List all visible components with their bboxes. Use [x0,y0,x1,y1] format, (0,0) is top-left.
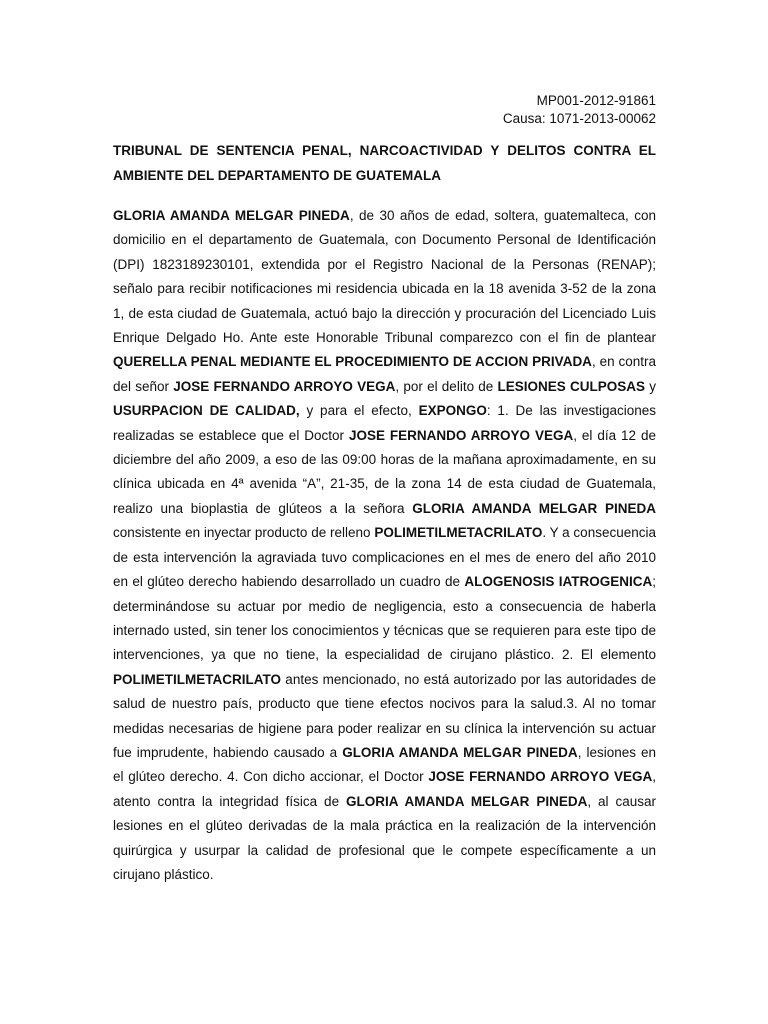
text-segment: . Y a consecuencia de esta intervención la agraviada tuvo complicaciones en el mes de enero del año 2010 en el glúteo derecho habiendo desarrollado un cuadro de [113,525,656,590]
court-heading: TRIBUNAL DE SENTENCIA PENAL, NARCOACTIVIDAD Y DELITOS CONTRA EL AMBIENTE DEL DEPARTAMENTO DE GUATEMALA [113,143,656,183]
text-segment: y [645,378,656,394]
bold-text-segment: GLORIA AMANDA MELGAR PINEDA [113,208,350,223]
bold-text-segment: JOSE FERNANDO ARROYO VEGA [348,427,574,443]
case-reference [503,92,656,128]
bold-text-segment: POLIMETILMETACRILATO [374,525,543,541]
text-segment: y para el efecto, [299,403,419,419]
bold-text-segment: GLORIA AMANDA MELGAR PINEDA [342,744,578,760]
text-segment: , lesiones en el glúteo derecho. 4. Con dicho accionar, el Doctor [113,744,656,785]
bold-text-segment: ALOGENOSIS IATROGENICA [464,574,653,590]
bold-text-segment: JOSE FERNANDO ARROYO VEGA [428,769,653,785]
text-segment: , atento contra la integridad física de [113,769,657,809]
bold-text-segment: EXPONGO [418,403,487,419]
bold-text-segment: LESIONES CULPOSAS [497,378,646,394]
text-segment: , el día 12 de diciembre del año 2009, a eso de las 09:00 horas de la mañana aproximadamente, en su clínica ubicada en 4ª avenida “A”, 21-35, de la zona 14 de esta ciudad de Guatemala, realizo una bioplastia de glúteos a la señora [113,427,657,516]
text-segment: , en contra del señor [113,354,656,394]
bold-text-segment: USURPACION DE CALIDAD, [113,403,300,419]
text-segment: antes mencionado, no está autorizado por las autoridades de salud de nuestro país, producto que tiene efectos nocivos para la salud.3. Al no tomar medidas necesarias de higiene para poder realizar en su clínica la intervención su actuar fue imprudente, habiendo causado a [113,671,656,760]
bold-text-segment: QUERELLA PENAL MEDIANTE EL PROCEDIMIENTO DE ACCION PRIVADA [113,354,592,370]
text-segment: consistente en inyectar producto de relleno [113,525,375,541]
text-segment: , por el delito de [395,378,498,394]
text-segment: : 1. De las investigaciones realizadas se establece que el Doctor [113,403,656,443]
bold-text-segment: GLORIA AMANDA MELGAR PINEDA [412,500,656,516]
text-segment: , de 30 años de edad, soltera, guatemalteca, con domicilio en el departamento de Guatemala, con Documento Personal de Identificación (DPI) 1823189230101, extendida por el Registro Nacional de la Personas (RENAP); señalo para recibir notificaciones mi residencia ubicada en la 18 avenida 3-52 de la zona 1, de esta ciudad de Guatemala, actuó bajo la dirección y procuración del Licenciado Luis Enrique Delgado Ho. Ante este Honorable Tribunal comparezco con el fin de plantear [113,208,657,346]
expediente-number: MP001-2012-91861 [536,93,656,108]
complaint-body [113,204,656,887]
bold-text-segment: GLORIA AMANDA MELGAR PINEDA [346,793,588,809]
bold-text-segment: POLIMETILMETACRILATO [113,671,281,687]
bold-text-segment: JOSE FERNANDO ARROYO VEGA [173,378,396,394]
causa-number: Causa: 1071-2013-00062 [502,111,656,126]
text-segment: , al causar lesiones en el glúteo derivadas de la mala práctica en la realización de la intervención quirúrgica y usurpar la calidad de profesional que le compete específicamente a un cirujano plástico. [113,793,657,882]
text-segment: ; determinándose su actuar por medio de negligencia, esto a consecuencia de haberla internado usted, sin tener los conocimientos y técnicas que se requieren para este tipo de intervenciones, ya que no tiene, la especialidad de cirujano plástico. 2. El elemento [113,574,656,663]
